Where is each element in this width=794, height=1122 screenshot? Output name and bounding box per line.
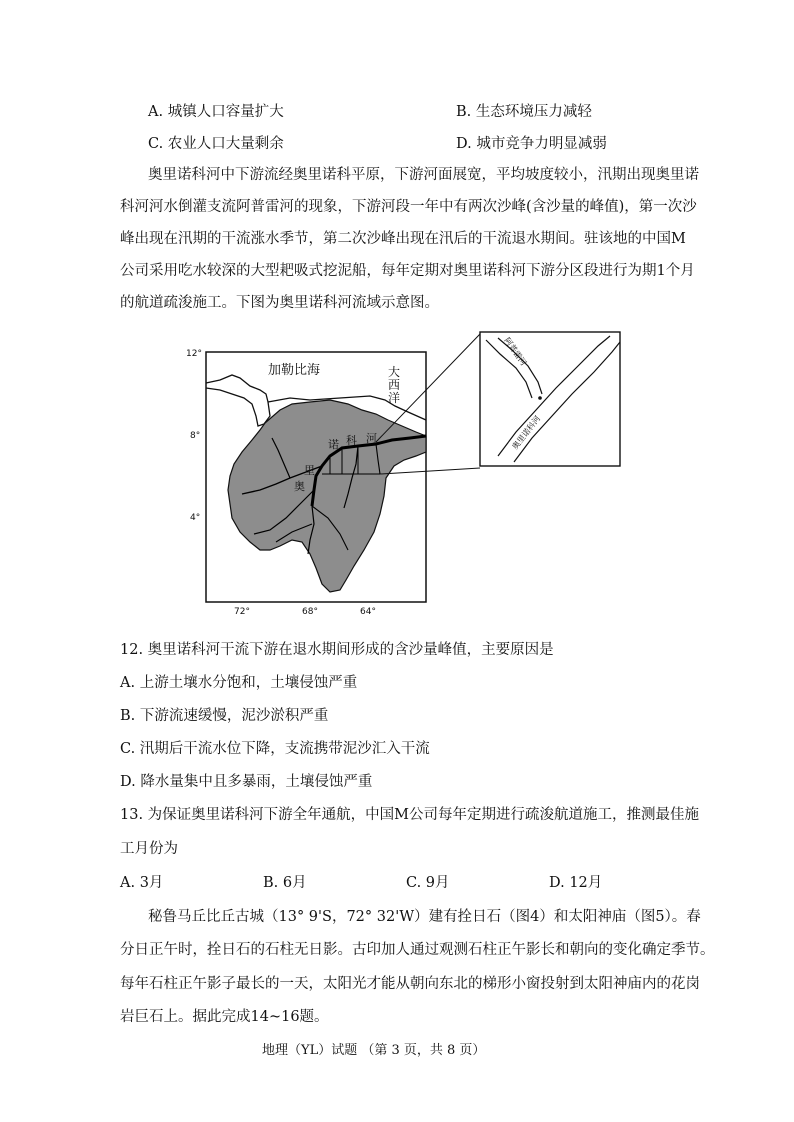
sea-label: 加勒比海 — [268, 363, 321, 378]
passage1-line2: 科河河水倒灌支流阿普雷河的现象，下游河段一年中有两次沙峰(含沙量的峰值)，第一次沙 — [120, 199, 697, 215]
lat-label-4: 4° — [190, 513, 201, 523]
q13-stem-line2: 工月份为 — [120, 841, 178, 857]
q13-stem-line1: 13. 为保证奥里诺科河下游全年通航，中国M公司每年定期进行疏浚航道施工，推测最佳施 — [120, 807, 700, 823]
passage1-line1: 奥里诺科河中下游流经奥里诺科平原，下游河面展宽，平均坡度较小，汛期出现奥里诺 — [148, 167, 699, 183]
ocean-label-2: 西 — [388, 378, 401, 392]
option-d-prev: D. 城市竞争力明显减弱 — [456, 136, 607, 152]
lat-label-8: 8° — [190, 431, 201, 441]
river-char-1: 奥 — [294, 480, 305, 493]
q13-option-c: C. 9月 — [406, 875, 450, 891]
option-c-prev: C. 农业人口大量剩余 — [148, 136, 284, 152]
q13-option-a: A. 3月 — [120, 875, 164, 891]
river-char-5: 河 — [366, 432, 377, 445]
inset-apure-label: 阿普雷河 — [502, 335, 529, 368]
option-a-prev: A. 城镇人口容量扩大 — [148, 104, 284, 120]
orinoco-basin-map — [180, 328, 630, 618]
q12-option-a: A. 上游土壤水分饱和，土壤侵蚀严重 — [120, 675, 358, 691]
q13-option-d: D. 12月 — [549, 875, 603, 891]
inset-confluence-point — [538, 396, 542, 400]
passage2-line4: 岩巨石上。据此完成14~16题。 — [120, 1009, 329, 1025]
q12-stem: 12. 奥里诺科河干流下游在退水期间形成的含沙量峰值，主要原因是 — [120, 642, 554, 658]
river-char-4: 科 — [346, 434, 357, 447]
q12-option-d: D. 降水量集中且多暴雨，土壤侵蚀严重 — [120, 774, 373, 790]
passage1-line4: 公司采用吃水较深的大型耙吸式挖泥船，每年定期对奥里诺科河下游分区段进行为期1个月 — [120, 263, 695, 279]
lat-label-12: 12° — [186, 349, 202, 359]
lon-label-64: 64° — [360, 607, 376, 617]
q13-option-b: B. 6月 — [263, 875, 307, 891]
passage2-line1: 秘鲁马丘比丘古城（13° 9'S，72° 32'W）建有拴日石（图4）和太阳神庙（图5）。春 — [148, 909, 701, 925]
lon-label-72: 72° — [234, 607, 250, 617]
river-char-2: 里 — [304, 464, 315, 477]
inset-orinoco-label: 奥里诺科河 — [510, 414, 543, 452]
ocean-label-3: 洋 — [388, 391, 401, 405]
q12-option-c: C. 汛期后干流水位下降，支流携带泥沙汇入干流 — [120, 741, 430, 757]
q12-option-b: B. 下游流速缓慢，泥沙淤积严重 — [120, 708, 329, 724]
inset-frame — [480, 332, 620, 466]
passage1-line5: 的航道疏浚施工。下图为奥里诺科河流域示意图。 — [120, 295, 439, 311]
ocean-label-1: 大 — [388, 365, 401, 379]
passage1-line3: 峰出现在汛期的干流涨水季节，第二次沙峰出现在汛后的干流退水期间。驻该地的中国M — [120, 231, 686, 247]
river-char-3: 诺 — [328, 438, 339, 451]
option-b-prev: B. 生态环境压力减轻 — [456, 104, 592, 120]
lon-label-68: 68° — [302, 607, 318, 617]
passage2-line2: 分日正午时，拴日石的石柱无日影。古印加人通过观测石柱正午影长和朝向的变化确定季节。 — [120, 942, 715, 958]
page-footer: 地理（YL）试题 （第 3 页，共 8 页） — [262, 1043, 486, 1058]
passage2-line3: 每年石柱正午影子最长的一天，太阳光才能从朝向东北的梯形小窗投射到太阳神庙内的花岗 — [120, 976, 700, 992]
